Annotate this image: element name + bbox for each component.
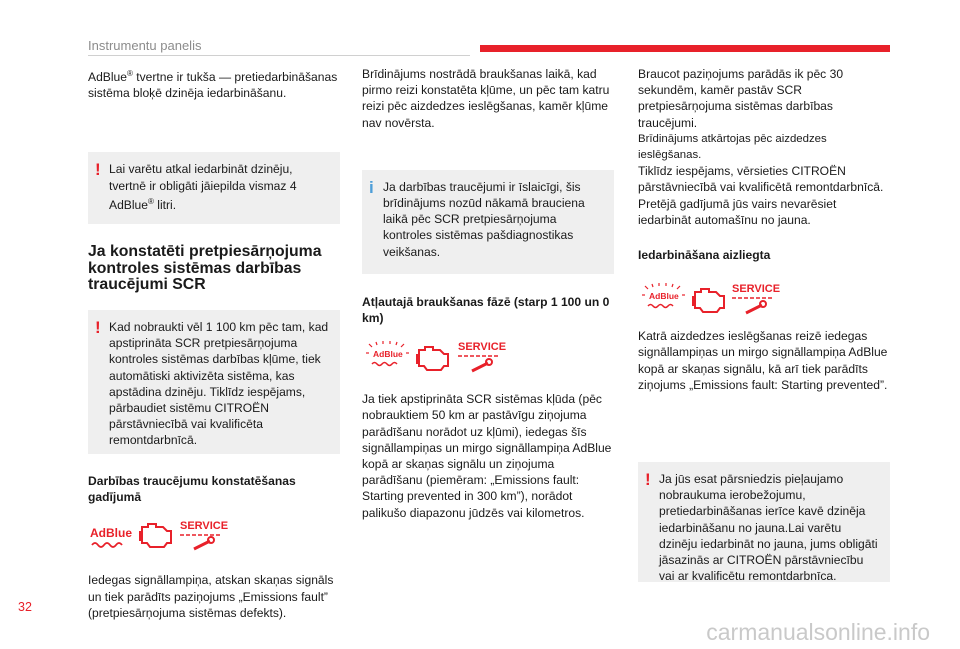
engine-warning-icon [417,347,448,370]
warning-box [638,462,890,582]
subheading: Atļautajā braukšanas fāzē (starp 1 100 un 0 km) [362,294,610,326]
svg-text:AdBlue: AdBlue [649,291,679,302]
service-icon [180,520,228,549]
subheading: Iedarbināšana aizliegta [638,248,771,263]
watermark: carmanualsonline.info [706,619,930,645]
adblue-warning-icon [90,526,132,547]
warning-box [88,152,340,224]
header-accent-bar [480,45,890,52]
svg-text:AdBlue: AdBlue [90,526,132,541]
subheading: Darbības traucējumu konstatēšanas gadījumā [88,473,296,505]
warning-text: Ja jūs esat pārsniedzis pieļaujamo nobraukuma ierobežojumu, pretiedarbināšanas ierīce kavē dzinēja iedarbināšanu no jauna.Lai varētu dzinēju iedarbināt no jauna, jums obligāti jāsazinās ar CITROËN pārstāvniecību vai ar kvalificētu remontdarbnīca. [659,472,878,584]
body-text: Katrā aizdedzes ieslēgšanas reizē iedegas signāllampiņas un mirgo signāllampiņa AdBlue kopā ar skaņas signālu, kā arī tiek parādīts ziņojums „Emissions fault: Starting prevented”. [638,329,888,392]
info-text: Ja darbības traucējumi ir īslaicīgi, šis brīdinājums nozūd nākamā brauciena laikā pēc SCR pretpiesārņojuma kontroles sistēmas pašdiagnostikas veikšanas. [383,179,585,259]
column-1 [88,66,340,621]
info-icon: i [369,177,374,197]
svg-text:SERVICE: SERVICE [180,520,229,533]
info-box [362,170,614,274]
adblue-warning-icon [366,341,409,366]
indicator-icons [90,517,340,553]
warning-text: Lai varētu atkal iedarbināt dzinēju, tvertnē ir obligāti jāiepilda vismaz 4 AdBlue® litri. [109,162,297,212]
svg-text:SERVICE: SERVICE [732,283,781,296]
indicator-icons [641,280,890,318]
column-3 [638,66,890,582]
warning-box [88,310,340,454]
column-2 [362,66,614,521]
section-heading: Ja konstatēti pretpiesārņojuma kontroles sistēmas darbības traucējumi SCR [88,243,322,294]
body-text: Braucot paziņojums parādās ik pēc 30 sekundēm, kamēr pastāv SCR pretpiesārņojuma sistēmas darbības traucējumi. [638,67,844,130]
intro-text: AdBlue® tvertne ir tukša — pretiedarbināšanas sistēma bloķē dzinēja iedarbināšanu. [88,69,338,101]
body-text: Pretējā gadījumā jūs vairs nevarēsiet iedarbināt automašīnu no jauna. [638,196,837,227]
service-icon [732,283,780,313]
warning-icon: ! [645,470,651,490]
body-text: Brīdinājums nostrādā braukšanas laikā, kad pirmo reizi konstatēta kļūme, un pēc tam katru reizi pēc aizdedzes ieslēgšanas, kamēr kļūme nav novērsta. [362,67,610,130]
body-text: Ja tiek apstiprināta SCR sistēmas kļūda (pēc nobrauktiem 50 km ar pastāvīgu ziņojuma parādīšanu norādot uz kļūmi), iedegas šīs signāllampiņas un mirgo signāllampiņa AdBlue kopā ar skaņas signālu un ziņojuma parādīšanu (piemēram: „Emissions fault: Starting prevented in 300 km”), norādot palikušo diapazonu jūdzēs vai kilometros. [362,392,612,520]
warning-icon: ! [95,160,101,180]
engine-warning-icon [693,289,724,312]
adblue-warning-icon [642,283,685,308]
engine-warning-icon [140,524,171,547]
svg-text:AdBlue: AdBlue [373,349,403,360]
body-text: Tiklīdz iespējams, vērsieties CITROËN pārstāvniecībā vai kvalificētā remontdarbnīcā. [638,164,884,195]
page-number: 32 [18,600,32,614]
svg-text:SERVICE: SERVICE [458,341,507,354]
body-text: Brīdinājums atkārtojas pēc aizdedzes ieslēgšanas. [638,132,827,162]
warning-text: Kad nobraukti vēl 1 100 km pēc tam, kad apstiprināta SCR pretpiesārņojuma kontroles sistēmas darbības kļūme, tiek automātiski aktivizēta sistēma, kas apstādina dzinēju. Tiklīdz iespējams, pārbaudiet sistēmu CITROËN pārstāvniecībā vai kvalificēta remontdarbnīcā. [109,319,329,448]
service-icon [458,341,506,371]
header-title: Instrumentu panelis [88,38,202,53]
header-rule [88,55,470,56]
body-text: Iedegas signāllampiņa, atskan skaņas signāls un tiek parādīts paziņojums „Emissions fault” (pretpiesārņojuma sistēmas defekts). [88,573,334,620]
indicator-icons [365,338,614,376]
warning-icon: ! [95,317,101,337]
